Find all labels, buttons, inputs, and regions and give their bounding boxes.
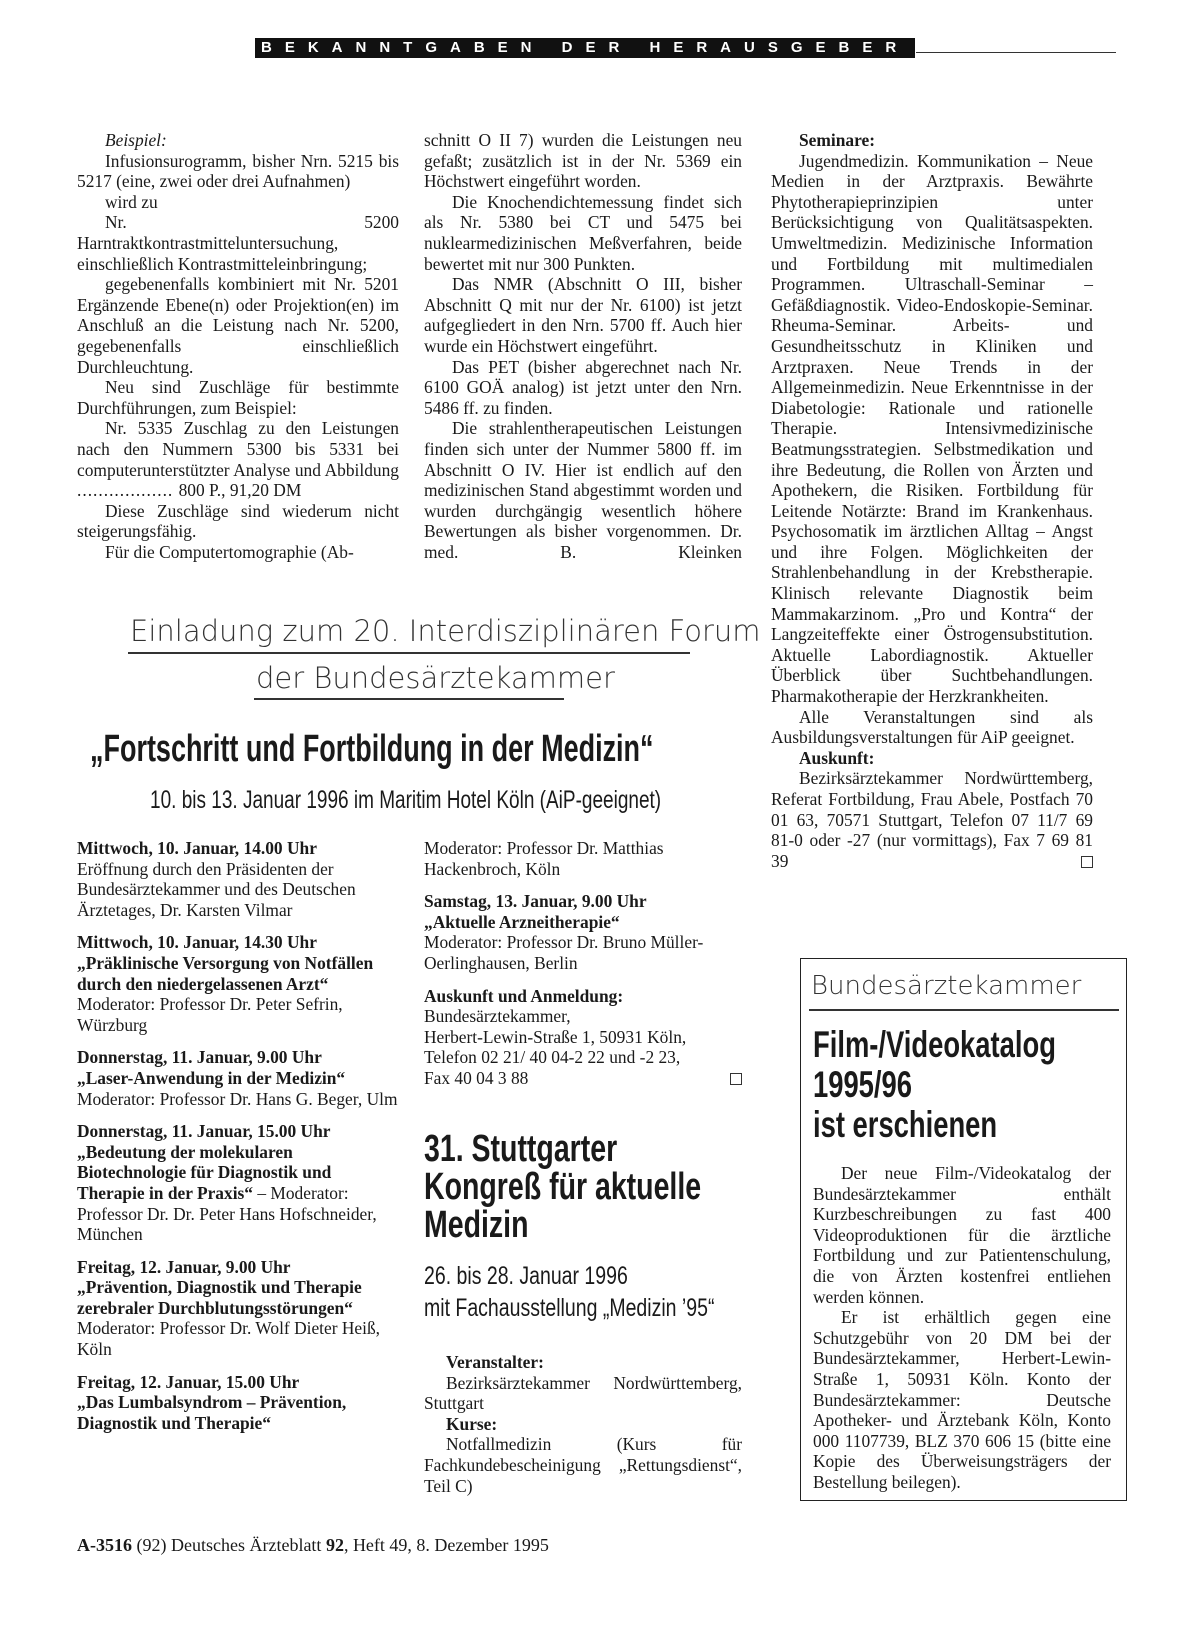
veranstalter-label: Veranstalter: [446, 1352, 544, 1372]
stuttgart-date: 26. bis 28. Januar 1996 [424, 1262, 628, 1290]
kurse-text: Notfallmedizin (Kurs für Fachkundebescheinigung „Rettungsdienst“, Teil C) [424, 1434, 742, 1496]
forum-rule-1 [128, 652, 690, 654]
paragraph: Die Knochendichtemessung findet sich als Nr. 5380 bei CT und 5475 bei nuklearmedizinischen Meßverfahren, beide bewertet mit nur 300 Punkten. [424, 191, 742, 274]
contact-label: Auskunft und Anmeldung: [424, 985, 624, 1006]
contact-line: Telefon 02 21/ 40 04-2 22 und -2 23, [424, 1047, 681, 1068]
paragraph: wird zu [105, 191, 158, 212]
program-title: „Das Lumbalsyndrom – Prävention, Diagnostik und Therapie“ [77, 1392, 347, 1433]
program-text: – Moderator: Professor Dr. Dr. Peter Hans Hofschneider, München [77, 1182, 377, 1245]
end-square-icon [730, 1073, 742, 1085]
box-org: Bundesärztekammer [811, 971, 1082, 1001]
veranstalter-text: Bezirksärztekammer Nordwürttemberg, Stuttgart [424, 1372, 742, 1414]
program-item [77, 932, 399, 1035]
stuttgart-title-line: Kongreß für aktuelle [424, 1166, 702, 1208]
page-number: A-3516 [77, 1535, 132, 1555]
paragraph: Der neue Film-/Videokatalog der Bundesärztekammer enthält Kurzbeschreibungen zu fast 400 Videoproduktionen für die ärztliche Fortbildung und zur Patientenschulung, die von Ärzten kostenfrei entliehen werden können. [813, 1163, 1111, 1307]
program-text: Moderator: Professor Dr. Hans G. Beger, Ulm [77, 1088, 398, 1109]
program-title: „Aktuelle Arzneitherapie“ [424, 911, 620, 932]
author: Dr. med. B. Kleinken [424, 521, 742, 562]
contact-line: Herbert-Lewin-Straße 1, 50931 Köln, [424, 1026, 687, 1047]
program-body [77, 1142, 399, 1245]
contact-block [424, 986, 742, 1089]
forum-program-cont [424, 838, 742, 1089]
forum-invite-line2: der Bundesärztekammer [256, 661, 615, 695]
leader-dots: .................. [77, 480, 179, 501]
note: Alle Veranstaltungen sind als Ausbildungsverstaltungen für AiP geeignet. [771, 706, 1093, 748]
stuttgart-title-line: Medizin [424, 1204, 529, 1246]
program-time: Donnerstag, 11. Januar, 9.00 Uhr [77, 1047, 322, 1068]
forum-headline: „Fortschritt und Fortbildung in der Medizin“ [90, 728, 654, 770]
forum-dateline: 10. bis 13. Januar 1996 im Maritim Hotel Köln (AiP-geeignet) [150, 786, 662, 814]
program-item [77, 1257, 399, 1360]
box-rule [809, 1009, 1119, 1011]
program-item [77, 1372, 399, 1434]
article-column-1 [77, 130, 399, 562]
paragraph: Infusionsurogramm, bisher Nrn. 5215 bis 5217 (eine, zwei oder drei Aufnahmen) [77, 150, 399, 192]
header-rule [916, 52, 1116, 53]
end-square-icon [1081, 856, 1093, 868]
paragraph-text: Die strahlentherapeutischen Leistungen finden sich unter der Nummer 5800 ff. im Abschnitt O IV. Hier ist endlich auf den medizinischen Stand abgestimmt worden und wurden durchgängig wesentlich höhere Bewertungen als bisher vorgenommen. [424, 418, 742, 542]
kurse-label: Kurse: [446, 1413, 498, 1434]
box-title-line: ist erschienen [813, 1104, 998, 1145]
program-title: „Prävention, Diagnostik und Therapie zerebraler Durchblutungsstörungen“ [77, 1277, 362, 1318]
stuttgart-details [424, 1352, 742, 1496]
seminare-text: Jugendmedizin. Kommunikation – Neue Medien in der Arztpraxis. Bewährte Phytotherapieprinzipien unter Berücksichtigung von Qualitätsaspekten. Umweltmedizin. Medizinische Information und Fortbildung mit multimedialen Programmen. Ultraschall-Seminar – Gefäßdiagnostik. Video-Endoskopie-Seminar. Rheuma-Seminar. Arbeits- und Gesundheitsschutz in Kliniken und Arztpraxen. Neue Trends in der Allgemeinmedizin. Neue Erkenntnisse in der Diabetologie: Rationale und rationelle Therapie. Intensivmedizinische Beatmungsstrategien. Selbstmedikation und ihre Bedeutung, die Rollen von Ärzten und Apothekern, die Risiken. Fortbildung für Leitende Notärzte: Brand im Krankenhaus. Psychosomatik im ärztlichen Alltag – Angst und ihre Folgen. Möglichkeiten der Strahlenbehandlung in der Krebstherapie. Klinisch relevante Diagnostik beim Mammakarzinom. „Pro und Kontra“ der Langzeiteffekte einer Östrogensubstitution. Aktuelle Labordiagnostik. Aktueller Überblick über Suchtbehandlungen. Pharmakotherapie der Herzkrankheiten. [771, 150, 1093, 707]
stuttgart-title-line: 31. Stuttgarter [424, 1128, 618, 1170]
section-header: BEKANNTGABEN DER HERAUSGEBER [255, 38, 915, 58]
page-footer [77, 1535, 549, 1556]
example-label: Beispiel: [105, 130, 167, 150]
forum-rule-2 [254, 698, 564, 700]
box-body [813, 1163, 1111, 1493]
program-text: Moderator: Professor Dr. Matthias Hackenbroch, Köln [424, 838, 664, 879]
paragraph: Für die Computertomographie (Ab- [105, 541, 354, 562]
paragraph [77, 418, 399, 500]
forum-program [77, 838, 399, 1445]
program-item [77, 1121, 399, 1245]
price: 800 P., 91,20 DM [178, 480, 302, 501]
program-time: Donnerstag, 11. Januar, 15.00 Uhr [77, 1121, 331, 1142]
program-time: Mittwoch, 10. Januar, 14.30 Uhr [77, 932, 317, 953]
paragraph: Er ist erhältlich gegen eine Schutzgebühr von 20 DM bei der Bundesärztekammer, Herbert-Lewin-Straße 1, 50931 Köln. Konto der Bundesärztekammer: Deutsche Apotheker- und Ärztebank Köln, Konto 000 1107739, BLZ 370 606 15 (bitte eine Kopie des Überweisungsträgers der Bestellung beilegen). [813, 1307, 1111, 1492]
auskunft-label: Auskunft: [799, 747, 875, 768]
paragraph: schnitt O II 7) wurden die Leistungen neu gefaßt; zusätzlich ist in der Nr. 5369 ein Höchstwert eingeführt worden. [424, 130, 742, 192]
auskunft-text [771, 768, 1093, 871]
footer-volume: 92 [325, 1535, 344, 1555]
program-title: „Präklinische Versorgung von Notfällen durch den niedergelassenen Arzt“ [77, 952, 374, 994]
program-text: Moderator: Professor Dr. Wolf Dieter Heiß, Köln [77, 1318, 381, 1360]
paragraph: Das PET (bisher abgerechnet nach Nr. 6100 GOÄ analog) ist jetzt unter den Nrn. 5486 ff. zu finden. [424, 356, 742, 418]
box-title-line: 1995/96 [813, 1064, 912, 1105]
program-text: Moderator: Professor Dr. Peter Sefrin, Würzburg [77, 994, 343, 1035]
contact-line [424, 1068, 742, 1089]
footer-issue: , Heft 49, 8. Dezember 1995 [343, 1535, 549, 1555]
film-catalog-box [800, 958, 1127, 1501]
paragraph: gegebenenfalls kombiniert mit Nr. 5201 Ergänzende Ebene(n) oder Projektion(en) im Anschluß an die Leistung nach Nr. 5200, gegebenenfalls einschließlich Durchleuchtung. [77, 274, 399, 377]
seminare-label: Seminare: [799, 130, 875, 150]
contact-line: Bundesärztekammer, [424, 1006, 571, 1027]
program-title: „Bedeutung der molekularen Biotechnologie für Diagnostik und Therapie in der Praxis“ [77, 1141, 332, 1203]
paragraph: Das NMR (Abschnitt O III, bisher Abschnitt Q mit nur der Nr. 6100) ist jetzt aufgegliedert in den Nrn. 5700 ff. Auch hier wurde ein Höchstwert eingeführt. [424, 274, 742, 356]
program-item [77, 1047, 399, 1109]
program-item [77, 838, 399, 920]
box-title-line: Film-/Videokatalog [813, 1024, 1056, 1065]
article-column-3 [771, 130, 1093, 871]
auskunft-address: Bezirksärztekammer Nordwürttemberg, Referat Fortbildung, Frau Abele, Postfach 70 01 63, 70571 Stuttgart, Telefon 07 11/7 69 81-0 oder -27 (nur vormittags), Fax 7 69 81 39 [771, 768, 1093, 871]
paragraph: Nr. 5200 Harntraktkontrastmitteluntersuchung, einschließlich Kontrastmitteleinbringung; [77, 212, 399, 274]
stuttgart-title [424, 1130, 794, 1244]
program-text: Eröffnung durch den Präsidenten der Bundesärztekammer und des Deutschen Ärztetages, Dr. Karsten Vilmar [77, 858, 356, 920]
contact-fax: Fax 40 04 3 88 [424, 1067, 529, 1088]
paragraph [424, 418, 742, 562]
program-title: „Laser-Anwendung in der Medizin“ [77, 1067, 346, 1088]
paragraph: Neu sind Zuschläge für bestimmte Durchführungen, zum Beispiel: [77, 377, 399, 418]
article-column-2 [424, 130, 742, 562]
program-time: Mittwoch, 10. Januar, 14.00 Uhr [77, 838, 317, 858]
program-time: Samstag, 13. Januar, 9.00 Uhr [424, 891, 647, 912]
footer-journal: (92) Deutsches Ärzteblatt [136, 1535, 326, 1555]
forum-invite-line1: Einladung zum 20. Interdisziplinären Forum [130, 614, 761, 648]
paragraph-text: Nr. 5335 Zuschlag zu den Leistungen nach den Nummern 5300 bis 5331 bei computerunterstützter Analyse und Abbildung [77, 418, 399, 480]
program-text: Moderator: Professor Dr. Bruno Müller-Oerlinghausen, Berlin [424, 932, 704, 973]
program-item [424, 891, 742, 973]
program-time: Freitag, 12. Januar, 15.00 Uhr [77, 1371, 300, 1392]
paragraph: Diese Zuschläge sind wiederum nicht steigerungsfähig. [77, 500, 399, 542]
program-time: Freitag, 12. Januar, 9.00 Uhr [77, 1256, 291, 1277]
stuttgart-sub: mit Fachausstellung „Medizin ’95“ [424, 1294, 715, 1322]
box-title [813, 1025, 1141, 1145]
